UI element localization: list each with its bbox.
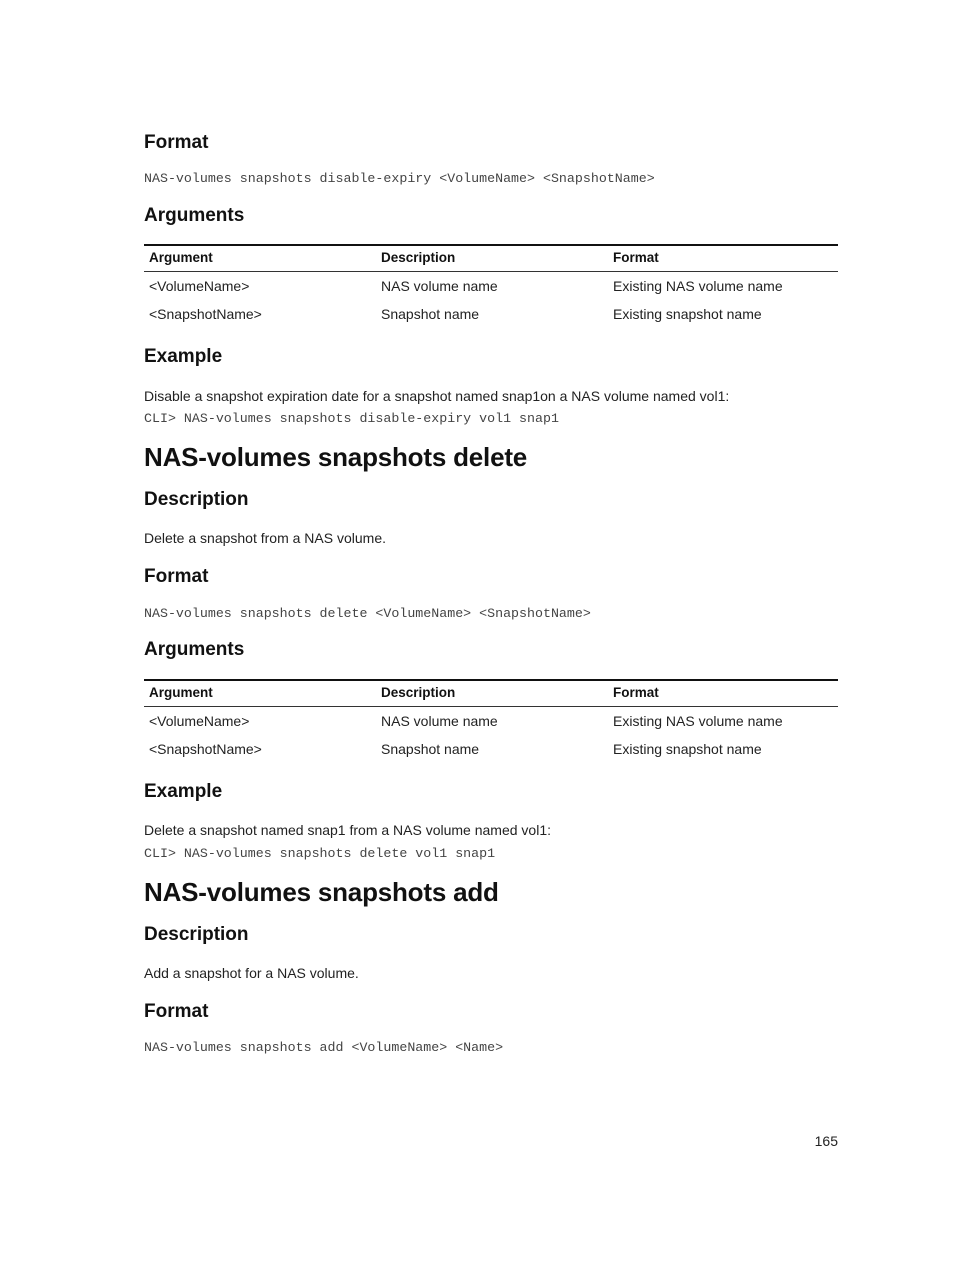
column-header: Format (608, 680, 838, 707)
table-row (144, 300, 838, 328)
description-heading: Description (144, 489, 249, 510)
column-header: Description (376, 245, 608, 272)
format-heading: Format (144, 132, 209, 153)
table-cell: NAS volume name (381, 278, 498, 294)
example-text: Disable a snapshot expiration date for a snapshot named snap1on a NAS volume named vol1: (144, 388, 730, 404)
arguments-heading: Arguments (144, 205, 245, 226)
arguments-heading: Arguments (144, 639, 245, 660)
table-cell: <VolumeName> (149, 278, 250, 294)
table-header-row (144, 245, 838, 272)
table-cell: <SnapshotName> (149, 306, 262, 322)
format-code: NAS-volumes snapshots delete <VolumeName> <SnapshotName> (144, 606, 591, 621)
table-cell: Snapshot name (381, 741, 480, 757)
section-title: NAS-volumes snapshots delete (144, 442, 528, 472)
table-cell: NAS volume name (381, 713, 498, 729)
format-heading: Format (144, 566, 209, 587)
column-header: Argument (144, 245, 376, 272)
page-number: 165 (814, 1133, 838, 1149)
table-row (144, 272, 838, 301)
table-cell: Existing NAS volume name (613, 278, 783, 294)
table-cell: Snapshot name (381, 306, 480, 322)
example-code: CLI> NAS-volumes snapshots delete vol1 snap1 (144, 846, 496, 861)
table-row (144, 707, 838, 736)
format-code: NAS-volumes snapshots disable-expiry <VolumeName> <SnapshotName> (144, 171, 655, 186)
description-text: Add a snapshot for a NAS volume. (144, 965, 359, 981)
format-heading: Format (144, 1001, 209, 1022)
arguments-table (144, 679, 838, 763)
section-title: NAS-volumes snapshots add (144, 877, 499, 907)
table-cell: Existing snapshot name (613, 306, 762, 322)
description-heading: Description (144, 924, 249, 945)
column-header: Argument (144, 680, 376, 707)
table-header-row (144, 680, 838, 707)
example-text: Delete a snapshot named snap1 from a NAS volume named vol1: (144, 822, 552, 838)
example-code: CLI> NAS-volumes snapshots disable-expiry vol1 snap1 (144, 411, 559, 426)
table-cell: <VolumeName> (149, 713, 250, 729)
format-code: NAS-volumes snapshots add <VolumeName> <Name> (144, 1040, 504, 1055)
table-row (144, 735, 838, 763)
table-cell: Existing snapshot name (613, 741, 762, 757)
table-cell: Existing NAS volume name (613, 713, 783, 729)
column-header: Description (376, 680, 608, 707)
example-heading: Example (144, 346, 223, 367)
description-text: Delete a snapshot from a NAS volume. (144, 530, 387, 546)
arguments-table (144, 244, 838, 328)
example-heading: Example (144, 781, 223, 802)
table-cell: <SnapshotName> (149, 741, 262, 757)
column-header: Format (608, 245, 838, 272)
